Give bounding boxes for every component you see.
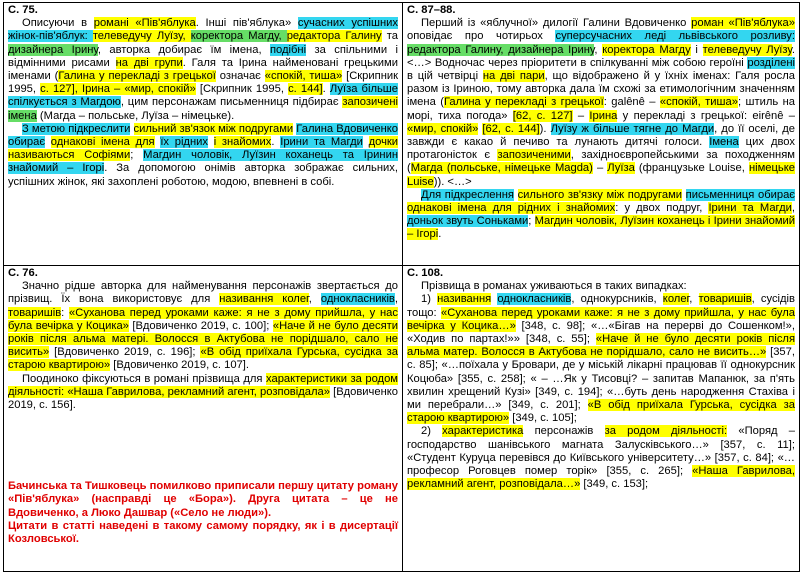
- text-run: [Скрипник 1995,: [195, 83, 289, 96]
- text-run: в цій четвірці: [407, 70, 483, 83]
- highlight-green: коректора Магду,: [190, 30, 287, 43]
- cell-bottom-left: [4, 266, 403, 572]
- text-run: [Скрипник 1995,: [8, 70, 399, 96]
- text-run: )). <…>: [433, 175, 472, 188]
- text-run: і: [690, 43, 703, 56]
- highlight-cyan: Магдин чоловік, Луїзин коханець та Іринин знайомий – Ігорі: [8, 149, 398, 175]
- text-run: ).: [539, 122, 551, 135]
- highlight-yellow: Галина у перекладі з грецької: [58, 70, 216, 83]
- text-run: .: [271, 136, 281, 149]
- text-run: ;: [528, 215, 535, 228]
- highlight-yellow: редактора Галину: [286, 30, 382, 43]
- highlight-yellow: роман «Пів'яблука»: [691, 17, 796, 30]
- highlight-yellow: сильний зв'язок між подругами: [133, 122, 294, 135]
- highlight-yellow: характеристика: [442, 425, 524, 438]
- highlight-yellow: однакові імена для: [50, 136, 155, 149]
- text-run: , авторка добирає їм імена,: [97, 43, 270, 56]
- text-run: [349, с. 105];: [509, 412, 577, 425]
- highlight-cyan: Імена: [709, 136, 739, 149]
- text-run: означає: [215, 70, 265, 83]
- highlight-yellow: німецьке Luise: [407, 162, 795, 188]
- highlight-yellow: Ірини та Магди: [708, 202, 792, 215]
- text-run: . Галя та Ірина найменовані грецькими іменами (: [8, 56, 398, 83]
- text-run: –: [572, 109, 590, 122]
- highlight-yellow: коректора Магду: [602, 43, 691, 56]
- text-run: Описуючи в: [22, 17, 94, 30]
- text-run: , сусідів тощо:: [407, 293, 795, 319]
- text-run: : у двох подруг,: [615, 202, 709, 215]
- highlight-yellow: запозиченими: [497, 149, 571, 162]
- highlight-yellow: і знайомих: [213, 136, 272, 149]
- highlight-cyan: їх рідних: [160, 136, 208, 149]
- paragraph: [8, 123, 398, 189]
- text-run: [Вдовиченко 2019, с. 156].: [8, 385, 399, 412]
- cell-text: [407, 17, 795, 241]
- cell-bottom-right: [403, 266, 800, 572]
- text-run: (французьке Louise,: [634, 162, 749, 175]
- highlight-yellow: на дві пари: [482, 70, 545, 83]
- text-run: [348, с. 98]; «…«Бігав на перерві до Сошенком!», «Ходив по партах!»» [348, с. 55];: [407, 319, 795, 346]
- paragraph: [407, 280, 795, 293]
- highlight-yellow: телеведучу Луїзу,: [92, 30, 191, 43]
- text-run: .: [322, 83, 330, 96]
- text-run: .: [438, 228, 442, 241]
- highlight-yellow: запозичені: [342, 96, 398, 109]
- highlight-cyan: Луїзу ж більше тягне до Магди: [550, 122, 715, 135]
- highlight-yellow: Магдин чоловік, Луїзин коханець і Ірини знайомий – Ігорі: [407, 215, 796, 241]
- cell-text: [8, 17, 398, 189]
- highlight-yellow: на дві групи: [115, 56, 183, 69]
- text-run: ,: [308, 293, 321, 306]
- page-reference: С. 87–88.: [407, 4, 456, 16]
- text-run: [363, 136, 369, 148]
- paragraph: [407, 293, 795, 425]
- text-run: персонажів: [523, 425, 605, 438]
- highlight-yellow: Магда (польське, німецьке Magda): [410, 162, 593, 175]
- highlight-yellow: Ірина: [589, 109, 618, 122]
- highlight-yellow: романі «Пів'яблука: [93, 17, 196, 30]
- highlight-cyan: подібні: [269, 43, 307, 56]
- highlight-cyan: Луїза більше спілкується з Магдою: [8, 83, 398, 109]
- cell-text: [407, 280, 795, 491]
- page-reference: С. 108.: [407, 267, 444, 279]
- text-run: –: [592, 162, 608, 175]
- highlight-cyan: суперсучасних леді львівського розливу:: [555, 30, 795, 43]
- highlight-yellow: товаришів: [8, 306, 62, 319]
- text-run: 2): [421, 425, 443, 438]
- highlight-yellow: дочки називаються Софіями: [8, 136, 399, 162]
- highlight-yellow: однакові імена для рідних і знайомих: [407, 202, 616, 215]
- text-run: «Поряд – господарство шанівського магната Залуcкiвського…» [357, с. 11]; «Студент Куруца перевівся до Київського університету…» [357, с. 84]; «…професор Роговцев помер торік» [355, с. 265];: [407, 425, 795, 478]
- highlight-yellow: «В обід приїхала Гурська, сусідка за старою квартирою»: [407, 399, 795, 425]
- paragraph: [407, 17, 795, 189]
- text-run: [208, 136, 214, 148]
- highlight-cyan: однокласників: [497, 293, 572, 306]
- paragraph: [407, 189, 795, 242]
- text-run: [357, с. 85]; «…поїхала у Бровари, де у міській лікарні працював її однокурсник Коцюба» [355, с. 258]; « – …Як у Тисовці? – запитав Мапанюк, за п'ять хвилин хрещений Кузі» [349, с. 194]; «…буть день народження Стахіва і ми перебрали…» [349, с. 201];: [407, 346, 795, 412]
- text-run: 1): [421, 293, 438, 306]
- text-run: , західноєвропейськими за походженням (: [407, 149, 795, 175]
- text-run: (Магда – польське, Луїза – німецьке).: [36, 109, 235, 122]
- text-run: [Вдовиченко 2019, с. 100];: [128, 319, 273, 332]
- highlight-yellow: «спокій, тиша»: [264, 70, 343, 83]
- highlight-yellow: називання: [437, 293, 492, 306]
- page-reference: С. 76.: [8, 267, 38, 279]
- text-run: за спільними і відмінними рисами: [8, 43, 398, 69]
- highlight-yellow: с. 127], Ірина – «мир, спокій»: [40, 83, 196, 96]
- highlight-cyan: розділені: [747, 56, 795, 69]
- highlight-cyan: однокласників: [320, 293, 395, 306]
- highlight-yellow: «мир, спокій»: [407, 122, 479, 135]
- highlight-cyan: Для підкреслення: [421, 188, 514, 201]
- highlight-yellow: Луїза: [607, 162, 635, 175]
- text-run: ,: [791, 202, 796, 215]
- highlight-yellow: товаришів: [698, 293, 752, 306]
- paragraph: [407, 425, 795, 491]
- text-run: ,: [689, 293, 699, 306]
- cell-text: [8, 280, 398, 412]
- highlight-yellow: колег: [662, 293, 690, 306]
- text-run: : galênê –: [603, 96, 660, 109]
- text-run: [Вдовиченко 2019, с. 107].: [110, 359, 249, 372]
- text-run: [Вдовиченко 2019, с. 196];: [49, 346, 201, 359]
- text-run: оповідає про чотирьох: [407, 30, 556, 43]
- text-run: . Інші пів'яблука»: [195, 17, 298, 30]
- text-run: ,: [394, 293, 398, 306]
- text-run: та: [381, 30, 398, 43]
- highlight-cyan: письменниця обирає: [685, 188, 796, 201]
- highlight-green: імена: [8, 109, 37, 122]
- paragraph: [8, 17, 398, 123]
- text-run: Прізвища в романах уживаються в таких випадках:: [421, 280, 687, 293]
- highlight-green: редактора Галину, дизайнера Ірину: [407, 43, 595, 56]
- text-run: :: [61, 306, 70, 319]
- highlight-cyan: З метою підкреслити: [22, 122, 131, 135]
- comparison-table: [3, 2, 800, 572]
- cell-top-right: [403, 3, 800, 266]
- highlight-yellow: «Наче й не було десяти років після альма матері. Волосся в Актубова не порідшало, сало не висить»: [8, 319, 398, 359]
- text-run: Значно рідше авторка для найменування персонажів звертається до прізвищ. Їх вона використовує для: [8, 280, 398, 306]
- text-run: , до її оселі, де завжди є какао й печиво та лунають дитячі голоси.: [407, 122, 796, 149]
- highlight-yellow: «Суханова перед уроками каже: я не з дому прийшла, у нас була вечірка у Коцика»: [8, 306, 399, 332]
- text-run: ; штиль на морі, тиха погода»: [407, 96, 795, 122]
- page-reference: С. 75.: [8, 4, 38, 16]
- highlight-cyan: сучасних успішних жінок-пів'яблук:: [8, 17, 398, 43]
- text-run: у перекладі з грецької: eirênê –: [617, 109, 795, 122]
- highlight-yellow: «Наче й не було десяти років після альма матер. Волосся в Актубова не порідшало, сало не висить…»: [407, 333, 795, 359]
- text-run: . <…> Водночас через пріоритети в спілкуванні між собою героїні: [407, 43, 795, 69]
- text-run: ;: [130, 149, 144, 162]
- highlight-green: дизайнера Ірину: [8, 43, 98, 56]
- highlight-yellow: «Наша Гаврилова, рекламний агент, розповідала…»: [407, 465, 795, 491]
- red-note: Бачинська та Тишковець помилково приписали першу цитату роману «Пів'яблука» (насправді це «Бора»). Друга цитата – це не Вдовиченко, а Люко Дашвар («Село не люди»).: [8, 480, 398, 519]
- highlight-yellow: [62, с. 127]: [512, 109, 573, 122]
- text-run: Перший із «яблучної» дилогії Галини Вдовиченко: [421, 17, 692, 30]
- highlight-yellow: характеристики за родом діяльності: «Наша Гавриловa, рекламний агент, розповідала»: [8, 372, 398, 398]
- highlight-yellow: с. 144]: [288, 83, 323, 96]
- highlight-yellow: телеведучу Луїзу: [702, 43, 792, 56]
- text-run: Поодиноко фіксуються в романі прізвища для: [22, 372, 266, 385]
- highlight-yellow: сильного зв'язку між подругами: [517, 188, 683, 201]
- highlight-cyan: Ірини та Магди: [280, 136, 363, 149]
- text-run: ,: [594, 43, 603, 56]
- highlight-yellow: «спокій, тиша»: [659, 96, 738, 109]
- highlight-yellow: Галина у перекладі з грецької: [443, 96, 604, 109]
- paragraph: [8, 280, 398, 372]
- highlight-yellow: за родом діяльності:: [604, 425, 728, 438]
- cell-top-left: [4, 3, 403, 266]
- text-run: [349, с. 153];: [580, 478, 649, 491]
- paragraph: [8, 373, 398, 413]
- text-run: . За допомогою онімів авторка зображає сильних, успішних жінок, які захоплені роботою, модою, впевнені в собі.: [8, 162, 398, 188]
- highlight-cyan: Галина Вдовиченко обирає: [8, 122, 399, 149]
- text-run: , цим персонажам письменниця підбирає: [120, 96, 343, 109]
- highlight-cyan: доньок звуть Соньками: [407, 215, 529, 228]
- text-run: [45, 136, 51, 148]
- highlight-yellow: «В обід приїхала Гурська, сусідка за старою квартирою»: [8, 346, 398, 372]
- text-run: , що відображено й у їхніх іменах: Галя росла разом із Іриною, тому авторка дала їм схожі за етимологічним значенням імена (: [407, 70, 795, 109]
- text-run: цих двох протагоністок є: [407, 136, 795, 162]
- red-note-2: Цитати в статті наведені в такому самому порядку, як і в дисертації Козловської.: [8, 519, 398, 546]
- highlight-yellow: «Суханова перед уроками каже: я не з дому прийшла, у нас була вечірка у Коцика…»: [407, 306, 795, 332]
- highlight-yellow: називання колег: [219, 293, 309, 306]
- text-run: , однокурсників,: [571, 293, 663, 306]
- highlight-yellow: [62, с. 144]: [482, 122, 540, 135]
